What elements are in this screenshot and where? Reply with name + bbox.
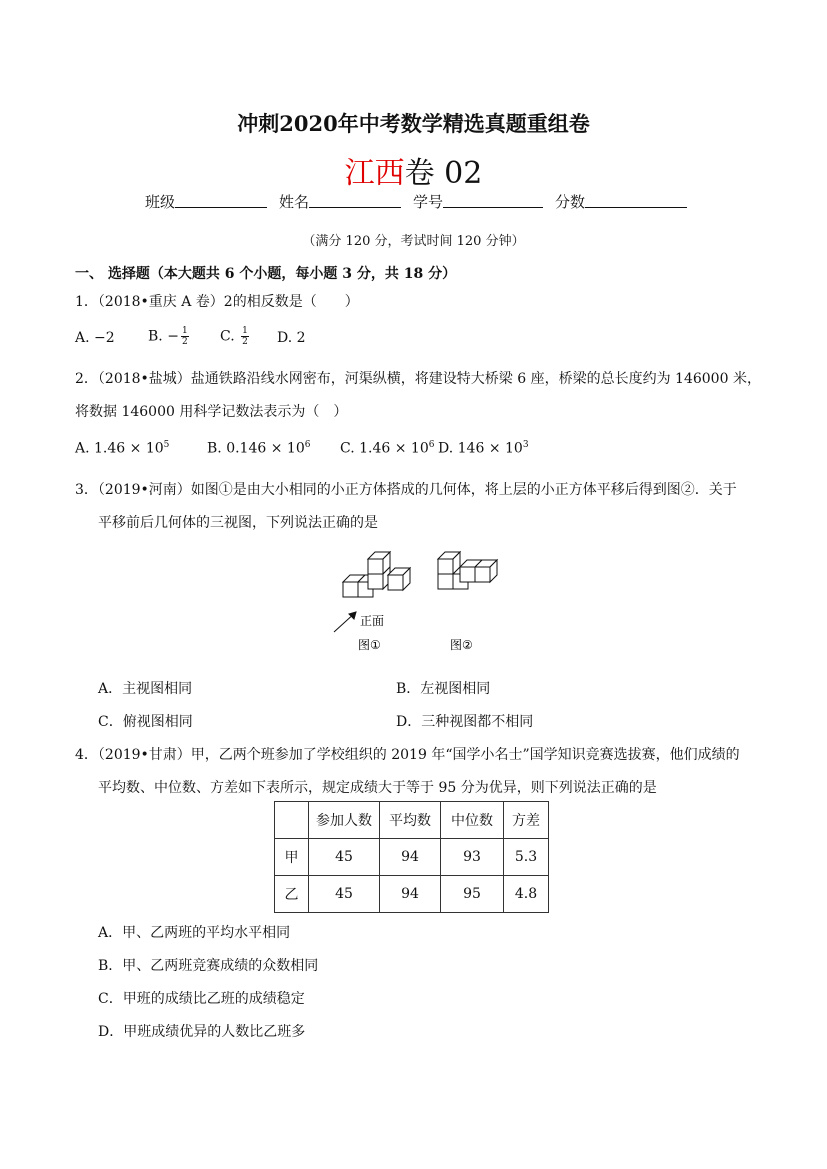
question-2-stem-line-1: 2．（2018•盐城）盐通铁路沿线水网密布，河渠纵横，将建设特大桥梁 6 座，桥梁的总长度约为 146000 米， [75, 371, 761, 387]
question-3-option-a: A．主视图相同 [98, 681, 193, 697]
table-cell: 甲 [275, 839, 309, 876]
question-1-option-c: C. $\frac{1}{2}$ [220, 326, 248, 347]
table-header-cell: 平均数 [380, 802, 441, 839]
front-view-label: 正面 [360, 614, 385, 628]
question-4-stem-line-1: 4．（2019•甘肃）甲，乙两个班参加了学校组织的 2019 年“国学小名士”国学知识竞赛选拔赛，他们成绩的 [75, 747, 740, 763]
exam-note: （满分 120 分，考试时间 120 分钟） [302, 234, 525, 249]
question-1-option-d: D. 2 [277, 330, 306, 346]
student-id-label: 学号 [413, 193, 444, 211]
table-header-cell [275, 802, 309, 839]
question-3-stem-line-1: 3．（2019•河南）如图①是由大小相同的小正方体搭成的几何体，将上层的小正方体平移后得到图②．关于 [75, 482, 737, 498]
question-4-option-b: B．甲、乙两班竞赛成绩的众数相同 [98, 958, 319, 974]
figure-2-label: 图② [450, 638, 473, 652]
question-1-option-b: B. − $\frac{1}{2}$ [148, 326, 188, 347]
question-4-option-c: C．甲班的成绩比乙班的成绩稳定 [98, 991, 305, 1007]
table-cell: 95 [441, 876, 504, 913]
table-row [275, 876, 549, 913]
paper-title: 冲刺2020年中考数学精选真题重组卷 [237, 111, 590, 136]
class-blank[interactable] [175, 191, 267, 208]
score-table [274, 801, 549, 913]
table-cell: 4.8 [504, 876, 549, 913]
name-label: 姓名 [279, 193, 310, 211]
question-3-figure [330, 545, 530, 655]
question-3-option-b: B．左视图相同 [396, 681, 491, 697]
class-label: 班级 [145, 193, 176, 211]
table-header-row [275, 802, 549, 839]
score-blank[interactable] [585, 191, 687, 208]
paper-subtitle [0, 148, 827, 192]
table-cell: 45 [309, 876, 380, 913]
name-blank[interactable] [309, 191, 401, 208]
figure-1-label: 图① [358, 638, 381, 652]
question-2-option-a: A. $1.46 \times 10^5$ [75, 440, 170, 457]
table-header-cell: 参加人数 [309, 802, 380, 839]
student-id-blank[interactable] [443, 191, 543, 208]
question-3-option-d: D．三种视图都不相同 [396, 714, 534, 730]
question-2-option-d: D. $146 \times 10^3$ [438, 440, 529, 457]
student-info-line [145, 191, 687, 212]
figure-1-cubes [343, 552, 410, 597]
table-cell: 94 [380, 876, 441, 913]
question-4-option-d: D．甲班成绩优异的人数比乙班多 [98, 1024, 306, 1040]
table-cell: 94 [380, 839, 441, 876]
question-1-option-a: A. −2 [75, 330, 115, 346]
score-label: 分数 [555, 193, 586, 211]
table-cell: 乙 [275, 876, 309, 913]
question-3-option-c: C．俯视图相同 [98, 714, 193, 730]
question-2-option-b: B. $0.146 \times 10^6$ [207, 440, 311, 457]
question-4-stem-line-2: 平均数、中位数、方差如下表所示，规定成绩大于等于 95 分为优异，则下列说法正确的是 [98, 780, 657, 796]
subtitle-paper-number: 卷 02 [404, 156, 483, 191]
question-1-stem: 1．（2018•重庆 A 卷）2的相反数是（ ） [75, 294, 359, 310]
table-row [275, 839, 549, 876]
table-cell: 5.3 [504, 839, 549, 876]
table-cell: 45 [309, 839, 380, 876]
question-3-stem-line-2: 平移前后几何体的三视图，下列说法正确的是 [98, 515, 378, 531]
table-header-cell: 中位数 [441, 802, 504, 839]
subtitle-province: 江西 [344, 156, 405, 191]
table-header-cell: 方差 [504, 802, 549, 839]
table-cell: 93 [441, 839, 504, 876]
question-2-option-c: C. $1.46 \times 10^6$ [340, 440, 435, 457]
section-heading: 一、 选择题（本大题共 6 个小题，每小题 3 分，共 18 分） [75, 266, 457, 282]
question-2-stem-line-2: 将数据 146000 用科学记数法表示为（ ） [75, 404, 348, 420]
figure-2-cubes [438, 552, 497, 589]
question-4-option-a: A．甲、乙两班的平均水平相同 [98, 925, 291, 941]
